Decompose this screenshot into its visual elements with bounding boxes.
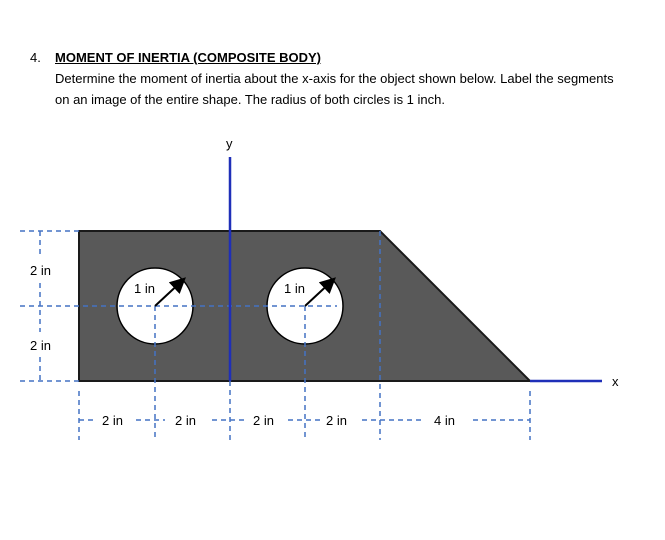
bottom-dim-label-4: 2 in bbox=[326, 413, 347, 428]
bottom-dim-label-3: 2 in bbox=[253, 413, 274, 428]
bottom-dim-label-1: 2 in bbox=[102, 413, 123, 428]
y-axis-label: y bbox=[226, 136, 233, 151]
problem-text: Determine the moment of inertia about the x-axis for the object shown below. Label the segments on an image of the entire shape. The radius of both circles is 1 inch. bbox=[55, 71, 614, 107]
bottom-dim-label-5: 4 in bbox=[434, 413, 455, 428]
problem-number: 4. bbox=[30, 50, 41, 65]
problem-title: MOMENT OF INERTIA (COMPOSITE BODY) bbox=[55, 50, 322, 65]
x-axis-label: x bbox=[612, 374, 619, 389]
left-dim-label-bottom: 2 in bbox=[30, 338, 51, 353]
bottom-dim-label-2: 2 in bbox=[175, 413, 196, 428]
left-hole-radius-label: 1 in bbox=[134, 281, 155, 296]
right-hole-radius-label: 1 in bbox=[284, 281, 305, 296]
left-dim-label-top: 2 in bbox=[30, 263, 51, 278]
